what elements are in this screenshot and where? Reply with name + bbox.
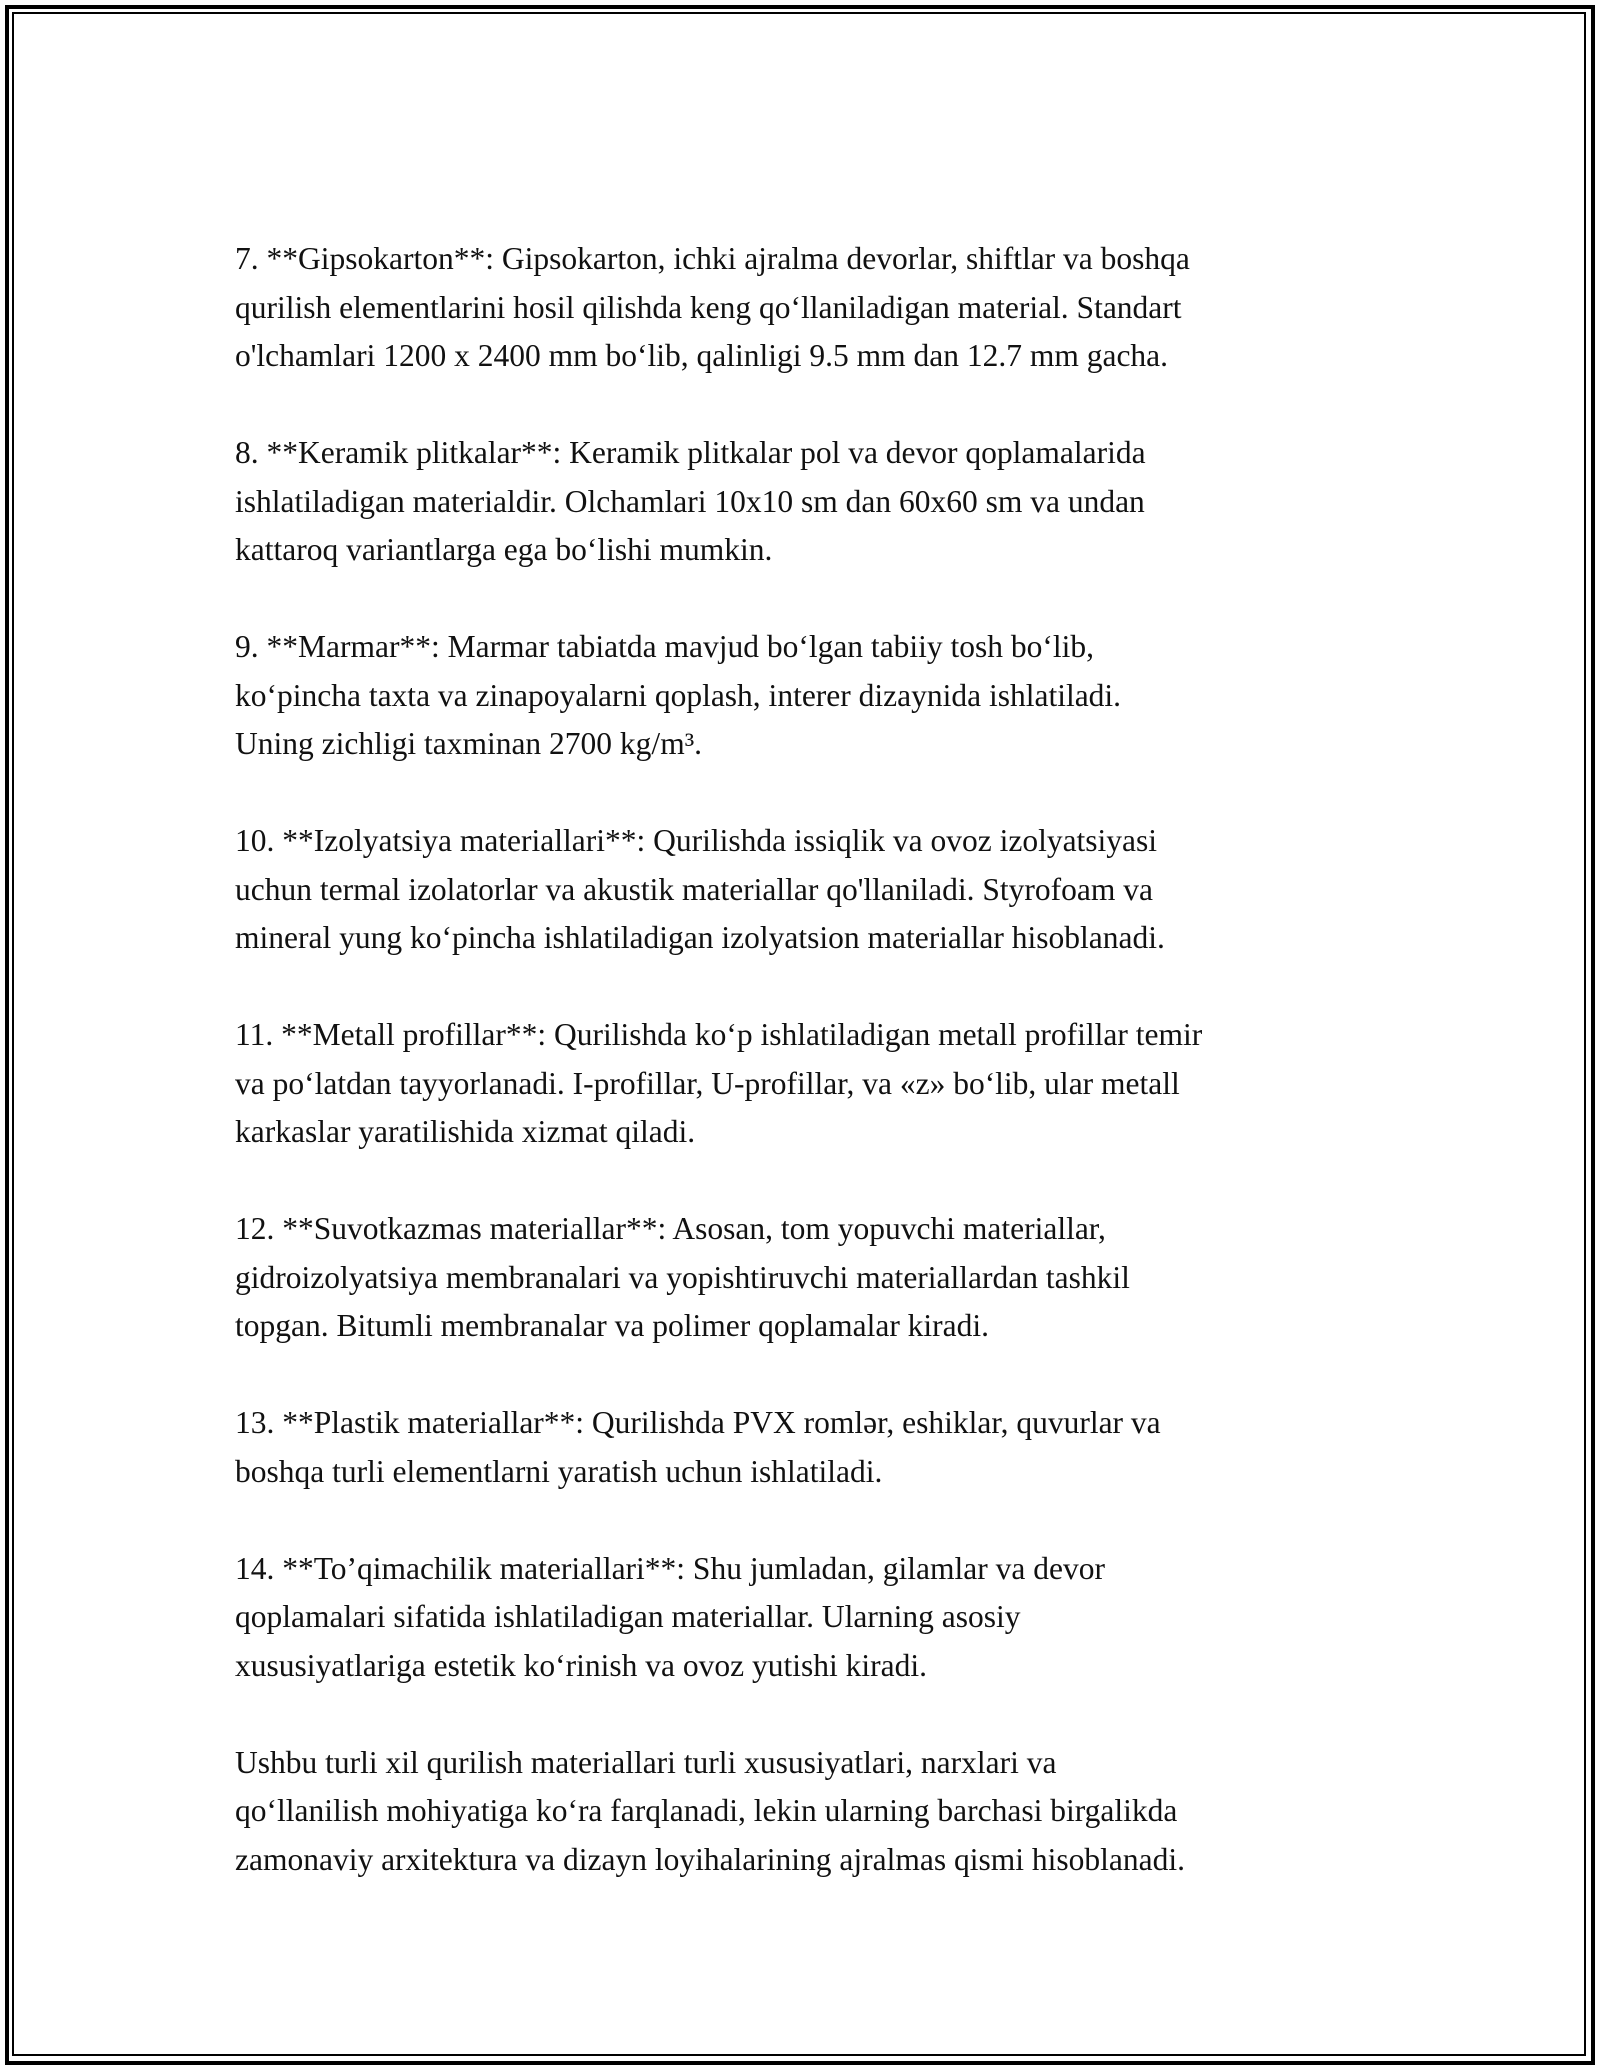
paragraph-toqimachilik-materiallari: 14. **To’qimachilik materiallari**: Shu jumladan, gilamlar va devor qoplamalari sifatida ishlatiladigan materiallar. Ularning asosiy xususiyatlariga estetik ko‘rinish va ovoz yutishi kiradi. (235, 1550, 1105, 1683)
paragraph-metall-profillar: 11. **Metall profillar**: Qurilishda ko‘p ishlatiladigan metall profillar temir va po‘latdan tayyorlanadi. I-profillar, U-profillar, va «z» bo‘lib, ular metall karkaslar yaratilishida xizmat qiladi. (235, 1017, 1203, 1149)
paragraph-izolyatsiya-materiallari: 10. **Izolyatsiya materiallari**: Qurilishda issiqlik va ovoz izolyatsiyasi uchun termal izolatorlar va akustik materiallar qo'llaniladi. Styrofoam va mineral yung ko‘pincha ishlatiladigan izolyatsion materiallar hisoblanadi. (235, 823, 1165, 955)
paragraph-plastik-materiallar: 13. **Plastik materiallar**: Qurilishda PVX romlər, eshiklar, quvurlar va boshqa turli elementlarni yaratish uchun ishlatiladi. (235, 1405, 1161, 1489)
paragraph-marmar: 9. **Marmar**: Marmar tabiatda mavjud bo‘lgan tabiiy tosh bo‘lib, ko‘pincha taxta va zinapoyalarni qoplash, interer dizaynida ishlatiladi. Uning zichligi taxminan 2700 kg/m³. (235, 629, 1122, 761)
paragraph-keramik-plitkalar: 8. **Keramik plitkalar**: Keramik plitkalar pol va devor qoplamalarida ishlatiladigan materialdir. Olchamlari 10x10 sm dan 60x60 sm va undan kattaroq variantlarga ega bo‘lishi mumkin. (235, 435, 1146, 567)
paragraph-suvotkazmas-materiallar: 12. **Suvotkazmas materiallar**: Asosan, tom yopuvchi materiallar, gidroizolyatsiya membranalari va yopishtiruvchi materiallardan tashkil topgan. Bitumli membranalar va polimer qoplamalar kiradi. (235, 1211, 1130, 1343)
paragraph-gipsokarton: 7. **Gipsokarton**: Gipsokarton, ichki ajralma devorlar, shiftlar va boshqa qurilish elementlarini hosil qilishda keng qo‘llaniladigan material. Standart o'lchamlari 1200 x 2400 mm bo‘lib, qalinligi 9.5 mm dan 12.7 mm gacha. (235, 241, 1190, 373)
paragraph-conclusion: Ushbu turli xil qurilish materiallari turli xususiyatlari, narxlari va qo‘llanilish mohiyatiga ko‘ra farqlanadi, lekin ularning barchasi birgalikda zamonaviy arxitektura va dizayn loyihalarining ajralmas qismi hisoblanadi. (235, 1744, 1185, 1877)
document-body (235, 235, 1375, 1884)
